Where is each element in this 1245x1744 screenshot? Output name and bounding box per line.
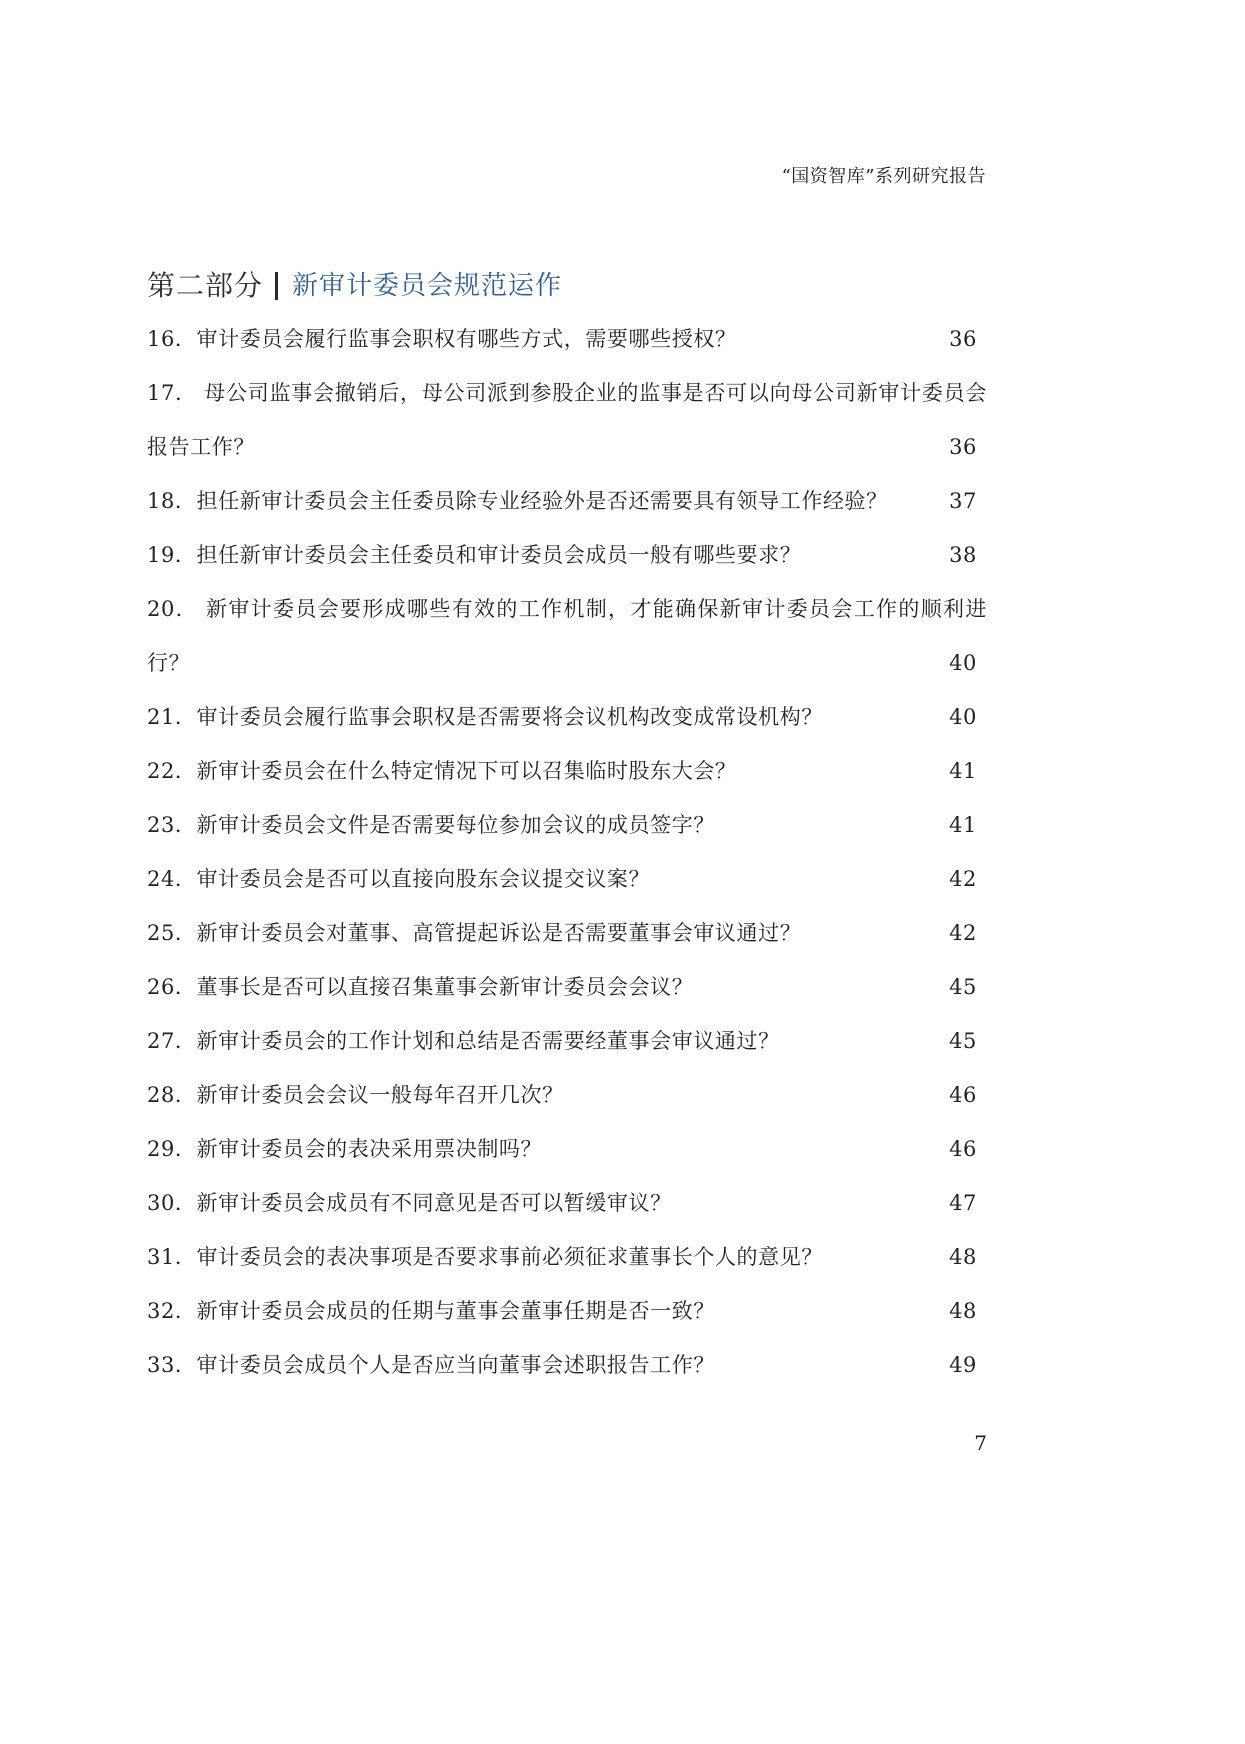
toc-entry[interactable] (147, 852, 987, 906)
toc-entry[interactable] (147, 798, 987, 852)
toc-entry[interactable] (147, 1122, 987, 1176)
toc-entry-title: 22．新审计委员会在什么特定情况下可以召集临时股东大会？ (147, 759, 737, 783)
toc-entry[interactable] (147, 1338, 987, 1392)
toc-entry-title: 18．担任新审计委员会主任委员除专业经验外是否还需要具有领导工作经验？ (147, 489, 888, 513)
toc-entry-title: 32．新审计委员会成员的任期与董事会董事任期是否一致？ (147, 1299, 715, 1323)
toc-entry-page: 42 (949, 921, 977, 945)
toc-entry[interactable] (147, 582, 987, 690)
toc-entry-page: 47 (949, 1191, 977, 1215)
toc-entry-title: 16．审计委员会履行监事会职权有哪些方式，需要哪些授权？ (147, 327, 737, 351)
toc-entry-title: 25．新审计委员会对董事、高管提起诉讼是否需要董事会审议通过？ (147, 921, 802, 945)
toc-entry-title: 29．新审计委员会的表决采用票决制吗？ (147, 1137, 543, 1161)
toc-entry-title: 21．审计委员会履行监事会职权是否需要将会议机构改变成常设机构？ (147, 705, 823, 729)
table-of-contents (147, 312, 987, 1392)
toc-entry[interactable] (147, 744, 987, 798)
toc-entry-title: 20． 新审计委员会要形成哪些有效的工作机制，才能确保新审计委员会工作的顺利进行？ (147, 597, 987, 675)
toc-entry-page: 38 (949, 543, 977, 567)
section-heading (147, 266, 562, 306)
toc-entry[interactable] (147, 1230, 987, 1284)
toc-entry-title: 30．新审计委员会成员有不同意见是否可以暂缓审议？ (147, 1191, 672, 1215)
toc-entry-page: 40 (949, 651, 977, 675)
toc-entry-page: 36 (949, 327, 977, 351)
toc-entry-page: 41 (949, 813, 977, 837)
toc-entry-page: 46 (949, 1137, 977, 1161)
toc-entry-title: 26．董事长是否可以直接召集董事会新审计委员会会议？ (147, 975, 694, 999)
toc-entry[interactable] (147, 1014, 987, 1068)
toc-entry-title: 24．审计委员会是否可以直接向股东会议提交议案？ (147, 867, 651, 891)
toc-entry[interactable] (147, 906, 987, 960)
section-divider (275, 272, 278, 300)
toc-entry-page: 49 (949, 1353, 977, 1377)
toc-entry-title: 31．审计委员会的表决事项是否要求事前必须征求董事长个人的意见？ (147, 1245, 823, 1269)
toc-entry-page: 46 (949, 1083, 977, 1107)
toc-entry-page: 48 (949, 1299, 977, 1323)
toc-entry[interactable] (147, 1068, 987, 1122)
toc-entry-page: 45 (949, 1029, 977, 1053)
toc-entry-title: 23．新审计委员会文件是否需要每位参加会议的成员签字？ (147, 813, 715, 837)
toc-entry-page: 41 (949, 759, 977, 783)
section-title: 新审计委员会规范运作 (292, 271, 563, 301)
toc-entry-page: 36 (949, 435, 977, 459)
toc-entry-title: 19．担任新审计委员会主任委员和审计委员会成员一般有哪些要求？ (147, 543, 802, 567)
toc-entry-title: 33．审计委员会成员个人是否应当向董事会述职报告工作？ (147, 1353, 715, 1377)
toc-entry-page: 37 (949, 489, 977, 513)
toc-entry-page: 48 (949, 1245, 977, 1269)
section-part-label: 第二部分 (147, 269, 264, 302)
toc-entry-title: 28．新审计委员会会议一般每年召开几次？ (147, 1083, 564, 1107)
running-header: “国资智库”系列研究报告 (781, 166, 986, 187)
toc-entry-page: 40 (949, 705, 977, 729)
toc-entry[interactable] (147, 1176, 987, 1230)
toc-entry-title: 27．新审计委员会的工作计划和总结是否需要经董事会审议通过？ (147, 1029, 780, 1053)
toc-entry[interactable] (147, 528, 987, 582)
toc-entry-title: 17． 母公司监事会撤销后，母公司派到参股企业的监事是否可以向母公司新审计委员会报告工作？ (147, 381, 987, 459)
toc-entry[interactable] (147, 960, 987, 1014)
toc-entry[interactable] (147, 474, 987, 528)
toc-entry[interactable] (147, 690, 987, 744)
toc-entry[interactable] (147, 312, 987, 366)
toc-entry[interactable] (147, 1284, 987, 1338)
toc-entry[interactable] (147, 366, 987, 474)
page-number: 7 (974, 1431, 987, 1455)
toc-entry-page: 42 (949, 867, 977, 891)
toc-entry-page: 45 (949, 975, 977, 999)
